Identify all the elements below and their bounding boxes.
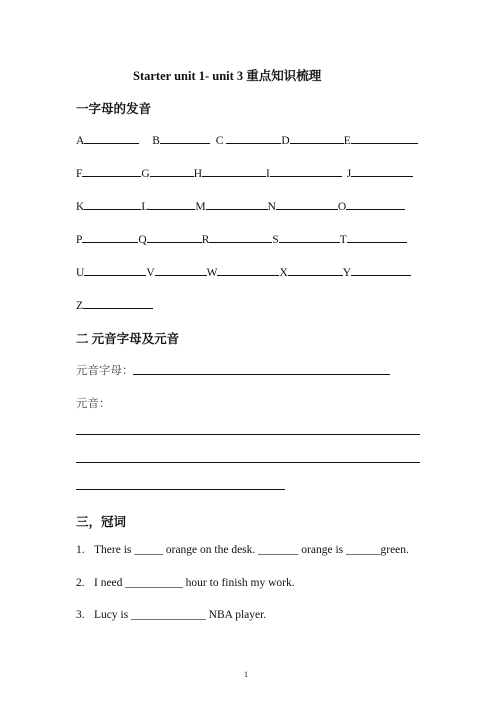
letter-blank[interactable]	[202, 164, 266, 177]
letter: R	[201, 234, 210, 246]
letter: F	[76, 168, 83, 180]
letter-blank[interactable]	[147, 230, 202, 243]
letter-blank[interactable]	[226, 131, 281, 144]
item-text: Lucy is _____________ NBA player.	[94, 609, 267, 621]
letter-blank[interactable]	[288, 263, 343, 276]
vowels-label: 元音：	[76, 398, 111, 410]
letter-row-5	[76, 263, 411, 279]
letter-blank[interactable]	[83, 296, 153, 309]
letter-blank[interactable]	[351, 131, 418, 144]
list-item	[76, 544, 409, 556]
letter: K	[76, 201, 85, 213]
letter: C	[215, 135, 224, 147]
letter: G	[141, 168, 150, 180]
vowels-line-3[interactable]	[76, 489, 285, 490]
letter-blank[interactable]	[160, 131, 210, 144]
letter: J	[346, 168, 352, 180]
letter-blank[interactable]	[276, 197, 338, 210]
letter: V	[146, 267, 155, 279]
page-number: 1	[244, 670, 248, 679]
letter: A	[76, 135, 85, 147]
letter-blank[interactable]	[217, 263, 279, 276]
letter-row-6	[76, 296, 153, 312]
letter-blank[interactable]	[351, 263, 411, 276]
letter-blank[interactable]	[206, 197, 268, 210]
letter-row-1	[76, 131, 418, 147]
page-title: Starter unit 1- unit 3 重点知识梳理	[133, 69, 322, 83]
item-text: There is _____ orange on the desk. _______ orange is ______green.	[94, 544, 409, 556]
letter: Q	[138, 234, 147, 246]
letter-blank[interactable]	[82, 164, 141, 177]
letter: Z	[76, 300, 84, 312]
letter-blank[interactable]	[209, 230, 272, 243]
letter-blank[interactable]	[279, 230, 340, 243]
letter-blank[interactable]	[148, 197, 195, 210]
vowels-line-2[interactable]	[76, 462, 420, 463]
letter: S	[272, 234, 279, 246]
letter-blank[interactable]	[155, 263, 207, 276]
vowels-line-1[interactable]	[76, 434, 420, 435]
letter-row-2	[76, 164, 413, 180]
letter-blank[interactable]	[84, 197, 141, 210]
letter: I	[266, 168, 270, 180]
list-item	[76, 609, 266, 621]
letter: M	[195, 201, 206, 213]
letter-blank[interactable]	[347, 230, 407, 243]
item-number: 2.	[76, 577, 85, 589]
letter-blank[interactable]	[351, 164, 413, 177]
section1-heading: 一字母的发音	[76, 102, 152, 116]
letter: E	[343, 135, 351, 147]
section2-heading: 二 元音字母及元音	[76, 332, 180, 346]
letter: D	[281, 135, 290, 147]
letter: Y	[342, 267, 352, 279]
letter-blank[interactable]	[346, 197, 405, 210]
list-item	[76, 577, 295, 589]
letter-blank[interactable]	[290, 131, 344, 144]
letter: N	[267, 201, 276, 213]
letter-row-3	[76, 197, 405, 213]
item-number: 3.	[76, 609, 85, 621]
letter-blank[interactable]	[82, 230, 138, 243]
letter-blank[interactable]	[84, 263, 146, 276]
vowel-letters-label: 元音字母：	[76, 365, 134, 377]
letter: X	[279, 267, 288, 279]
letter: U	[76, 267, 85, 279]
letter: P	[76, 234, 83, 246]
item-number: 1.	[76, 544, 85, 556]
letter: H	[193, 168, 203, 180]
letter: O	[337, 201, 347, 213]
letter-blank[interactable]	[150, 164, 194, 177]
letter-blank[interactable]	[270, 164, 342, 177]
letter-row-4	[76, 230, 407, 246]
letter: W	[206, 267, 218, 279]
letter: B	[152, 135, 160, 147]
letter: T	[339, 234, 347, 246]
letter-blank[interactable]	[84, 131, 139, 144]
section3-heading: 三，冠词	[76, 515, 127, 529]
item-text: I need __________ hour to finish my work.	[94, 577, 295, 589]
letter: L	[141, 201, 149, 213]
vowel-letters-blank[interactable]	[133, 374, 390, 375]
